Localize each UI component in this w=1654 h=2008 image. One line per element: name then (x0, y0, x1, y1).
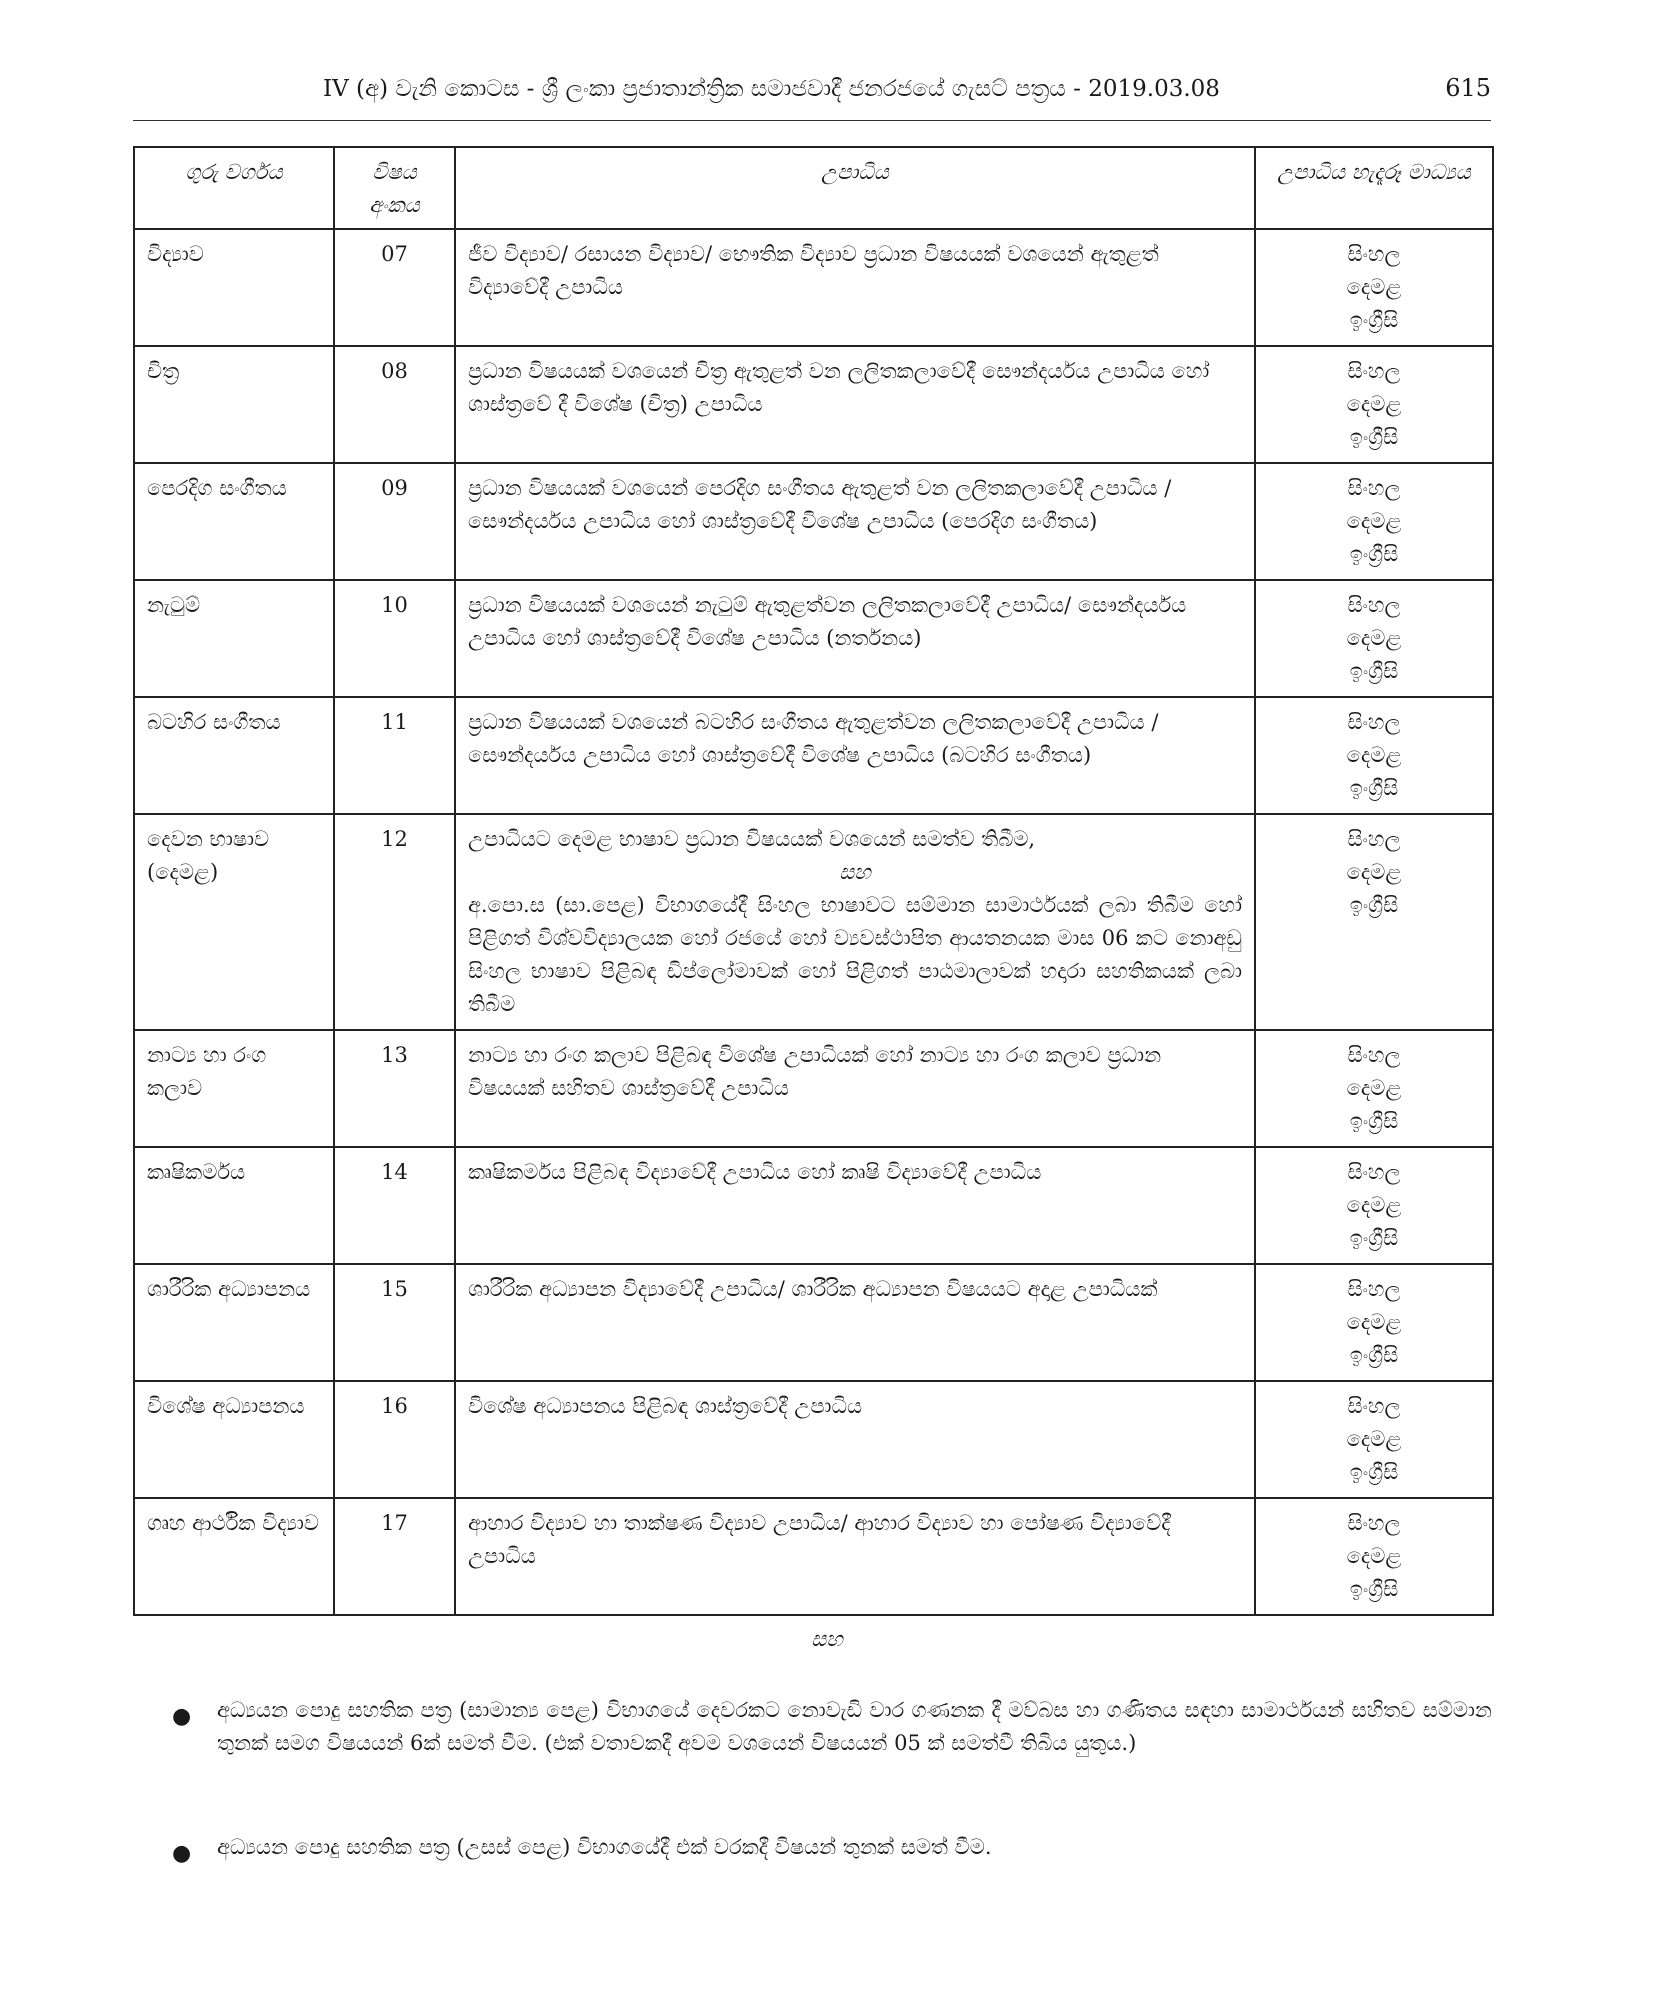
medium-tamil: දෙමළ (1346, 1310, 1402, 1334)
medium-sinhala: සිංහල (1347, 710, 1401, 734)
medium-english: ඉංග්‍රීසි (1349, 308, 1399, 332)
cell-category: දෙවන භාෂාව (දෙමළ) (134, 814, 334, 1030)
table-row (134, 229, 1493, 346)
medium-tamil: දෙමළ (1346, 275, 1402, 299)
cell-code: 09 (334, 463, 455, 580)
medium-tamil: දෙමළ (1346, 743, 1402, 767)
cell-degree: ප්‍රධාන විෂයයක් වශයෙන් චිත්‍ර ඇතුළත් වන ලලිතකලාවේදී සෞන්දර්යය උපාධිය හෝ ශාස්ත්‍රවේ දී විශේෂ (චිත්‍ර) උපාධිය (455, 346, 1255, 463)
cell-degree: ප්‍රධාන විෂයයක් වශයෙන් පෙරදිග සංගීතය ඇතුළත් වන ලලිතකලාවේදී උපාධිය / සෞන්දර්යය උපාධිය හෝ ශාස්ත්‍රවේදී විශේෂ උපාධිය (පෙරදිග සංගීතය) (455, 463, 1255, 580)
cell-degree: ශාරීරික අධ්‍යාපන විද්‍යාවේදී උපාධිය/ ශාරීරික අධ්‍යාපන විෂයයට අදාළ උපාධියක් (455, 1264, 1255, 1381)
medium-tamil: දෙමළ (1346, 1193, 1402, 1217)
medium-sinhala: සිංහල (1347, 1277, 1401, 1301)
cell-code: 16 (334, 1381, 455, 1498)
cell-category: විශේෂ අධ්‍යාපනය (134, 1381, 334, 1498)
table-row (134, 1381, 1493, 1498)
list-item-text: අධ්‍යයන පොදු සහතික පත්‍ර (සාමාන්‍ය පෙළ) විභාගයේ දෙවරකට නොවැඩි වාර ගණනක දී මව්බස හා ගණිතය සඳහා සාමාර්ථයන් සහිතව සම්මාන තුනක් සමග විෂයයන් 6ක් සමත් වීම. (එක් වතාවකදී අවම වශයෙන් විෂයයන් 05 ක් සමත්වී තිබිය යුතුය.) (217, 1698, 1492, 1755)
cell-code: 12 (334, 814, 455, 1030)
cell-degree: ප්‍රධාන විෂයයක් වශයෙන් බටහිර සංගීතය ඇතුළත්වන ලලිතකලාවේදී උපාධිය /සෞන්දර්යය උපාධිය හෝ ශාස්ත්‍රවේදී විශේෂ උපාධිය (බටහිර සංගීතය) (455, 697, 1255, 814)
cell-degree (455, 814, 1255, 1030)
gazette-header-title: IV (අ) වැනි කොටස - ශ්‍රී ලංකා ප්‍රජාතාන්ත්‍රික සමාජවාදී ජනරජයේ ගැසට් පත්‍රය - 2019.03.08 (323, 76, 1220, 102)
medium-english: ඉංග්‍රීසි (1349, 425, 1399, 449)
cell-degree: කෘෂිකර්මය පිළිබඳ විද්‍යාවේදී උපාධිය හෝ කෘෂි විද්‍යාවේදී උපාධිය (455, 1147, 1255, 1264)
medium-sinhala: සිංහල (1347, 242, 1401, 266)
table-row (134, 1147, 1493, 1264)
bullet-icon: ● (172, 1704, 192, 1729)
medium-tamil: දෙමළ (1346, 392, 1402, 416)
bullet-icon: ● (172, 1841, 192, 1866)
cell-code: 15 (334, 1264, 455, 1381)
column-header-degree: උපාධිය (455, 147, 1255, 229)
medium-tamil: දෙමළ (1346, 626, 1402, 650)
medium-english: ඉංග්‍රීසි (1349, 1226, 1399, 1250)
cell-code: 13 (334, 1030, 455, 1147)
medium-tamil: දෙමළ (1346, 1544, 1402, 1568)
cell-medium (1255, 229, 1493, 346)
cell-category: නැටුම් (134, 580, 334, 697)
cell-code: 11 (334, 697, 455, 814)
cell-code: 10 (334, 580, 455, 697)
cell-category: නාට්‍ය හා රංග කලාව (134, 1030, 334, 1147)
medium-english: ඉංග්‍රීසි (1349, 1343, 1399, 1367)
cell-degree: නාට්‍ය හා රංග කලාව පිළිබඳ විශේෂ උපාධියක් හෝ නාට්‍ය හා රංග කලාව ප්‍රධාන විෂයයක් සහිතව ශාස්ත්‍රවේදී උපාධිය (455, 1030, 1255, 1147)
table-header-row (134, 147, 1493, 229)
cell-medium (1255, 697, 1493, 814)
column-header-code: විෂය අංකය (334, 147, 455, 229)
cell-code: 08 (334, 346, 455, 463)
medium-sinhala: සිංහල (1347, 1043, 1401, 1067)
cell-medium (1255, 1498, 1493, 1615)
table-row (134, 697, 1493, 814)
medium-english: ඉංග්‍රීසි (1349, 542, 1399, 566)
cell-medium (1255, 1264, 1493, 1381)
cell-category: බටහිර සංගීතය (134, 697, 334, 814)
table-row (134, 346, 1493, 463)
page-header (133, 68, 1491, 120)
table-row (134, 1498, 1493, 1615)
cell-medium (1255, 814, 1493, 1030)
cell-medium (1255, 580, 1493, 697)
degree-joiner: සහ (839, 860, 871, 884)
qualifications-table (133, 146, 1494, 1616)
cell-code: 17 (334, 1498, 455, 1615)
cell-medium (1255, 1147, 1493, 1264)
page-number: 615 (1445, 74, 1491, 102)
degree-requirement-1: උපාධියට දෙමළ භාෂාව ප්‍රධාන විෂයයක් වශයෙන් සමත්ව තිබීම, (468, 827, 1036, 851)
cell-medium (1255, 1381, 1493, 1498)
medium-english: ඉංග්‍රීසි (1349, 659, 1399, 683)
medium-sinhala: සිංහල (1347, 827, 1401, 851)
medium-tamil: දෙමළ (1346, 860, 1402, 884)
medium-english: ඉංග්‍රීසි (1349, 1577, 1399, 1601)
joiner-text: සහ (811, 1627, 843, 1651)
cell-degree: ප්‍රධාන විෂයයක් වශයෙන් නැටුම් ඇතුළත්වන ලලිතකලාවේදී උපාධිය/ සෞන්දර්යය උපාධිය හෝ ශාස්ත්‍රවේදී විශේෂ උපාධිය (නර්තනය) (455, 580, 1255, 697)
cell-category: පෙරදිග සංගීතය (134, 463, 334, 580)
cell-category: විද්‍යාව (134, 229, 334, 346)
medium-sinhala: සිංහල (1347, 476, 1401, 500)
medium-english: ඉංග්‍රීසි (1349, 1460, 1399, 1484)
list-item (172, 1694, 1492, 1760)
medium-english: ඉංග්‍රීසි (1349, 893, 1399, 917)
column-header-medium: උපාධිය හැදෑරූ මාධ්‍යය (1255, 147, 1493, 229)
cell-category: කෘෂිකර්මය (134, 1147, 334, 1264)
medium-english: ඉංග්‍රීසි (1349, 776, 1399, 800)
list-item (172, 1831, 1492, 1864)
degree-requirement-2: අ.පො.ස (සා.පෙළ) විභාගයේදී සිංහල භාෂාවට සම්මාන සාමාර්ථයක් ලබා තිබීම හෝ පිළිගත් විශ්වවිද්‍යාලයක හෝ රජයේ හෝ ව්‍යවස්ථාපිත ආයතනයක මාස 06 කට නොඅඩු සිංහල භාෂාව පිළිබඳ ඩිප්ලෝමාවක් හෝ පිළිගත් පාඨමාලාවක් හදාරා සහතිකයක් ලබා තිබීම (468, 893, 1242, 1016)
table-row (134, 1030, 1493, 1147)
cell-category: ගෘහ ආර්ථික විද්‍යාව (134, 1498, 334, 1615)
medium-sinhala: සිංහල (1347, 1511, 1401, 1535)
cell-category: ශාරීරික අධ්‍යාපනය (134, 1264, 334, 1381)
medium-tamil: දෙමළ (1346, 1076, 1402, 1100)
medium-sinhala: සිංහල (1347, 359, 1401, 383)
cell-code: 14 (334, 1147, 455, 1264)
cell-medium (1255, 346, 1493, 463)
list-item-text: අධ්‍යයන පොදු සහතික පත්‍ර (උසස් පෙළ) විභාගයේදී එක් වරකදී විෂයන් තුනක් සමත් වීම. (217, 1835, 992, 1859)
medium-sinhala: සිංහල (1347, 593, 1401, 617)
table-row (134, 814, 1493, 1030)
cell-degree: ආහාර විද්‍යාව හා තාක්ෂණ විද්‍යාව උපාධිය/ ආහාර විද්‍යාව හා පෝෂණ විද්‍යාවේදී උපාධිය (455, 1498, 1255, 1615)
header-divider (133, 120, 1491, 121)
cell-medium (1255, 463, 1493, 580)
medium-tamil: දෙමළ (1346, 509, 1402, 533)
cell-category: චිත්‍ර (134, 346, 334, 463)
cell-code: 07 (334, 229, 455, 346)
cell-medium (1255, 1030, 1493, 1147)
table-row (134, 580, 1493, 697)
table-row (134, 463, 1493, 580)
medium-sinhala: සිංහල (1347, 1394, 1401, 1418)
medium-english: ඉංග්‍රීසි (1349, 1109, 1399, 1133)
column-header-category: ගුරු වර්ගය (134, 147, 334, 229)
medium-tamil: දෙමළ (1346, 1427, 1402, 1451)
table-row (134, 1264, 1493, 1381)
medium-sinhala: සිංහල (1347, 1160, 1401, 1184)
cell-degree: ජීව විද්‍යාව/ රසායන විද්‍යාව/ භෞතික විද්‍යාව ප්‍රධාන විෂයයක් වශයෙන් ඇතුළත් විද්‍යාවේදී උපාධිය (455, 229, 1255, 346)
cell-degree: විශේෂ අධ්‍යාපනය පිළිබඳ ශාස්ත්‍රවේදී උපාධිය (455, 1381, 1255, 1498)
